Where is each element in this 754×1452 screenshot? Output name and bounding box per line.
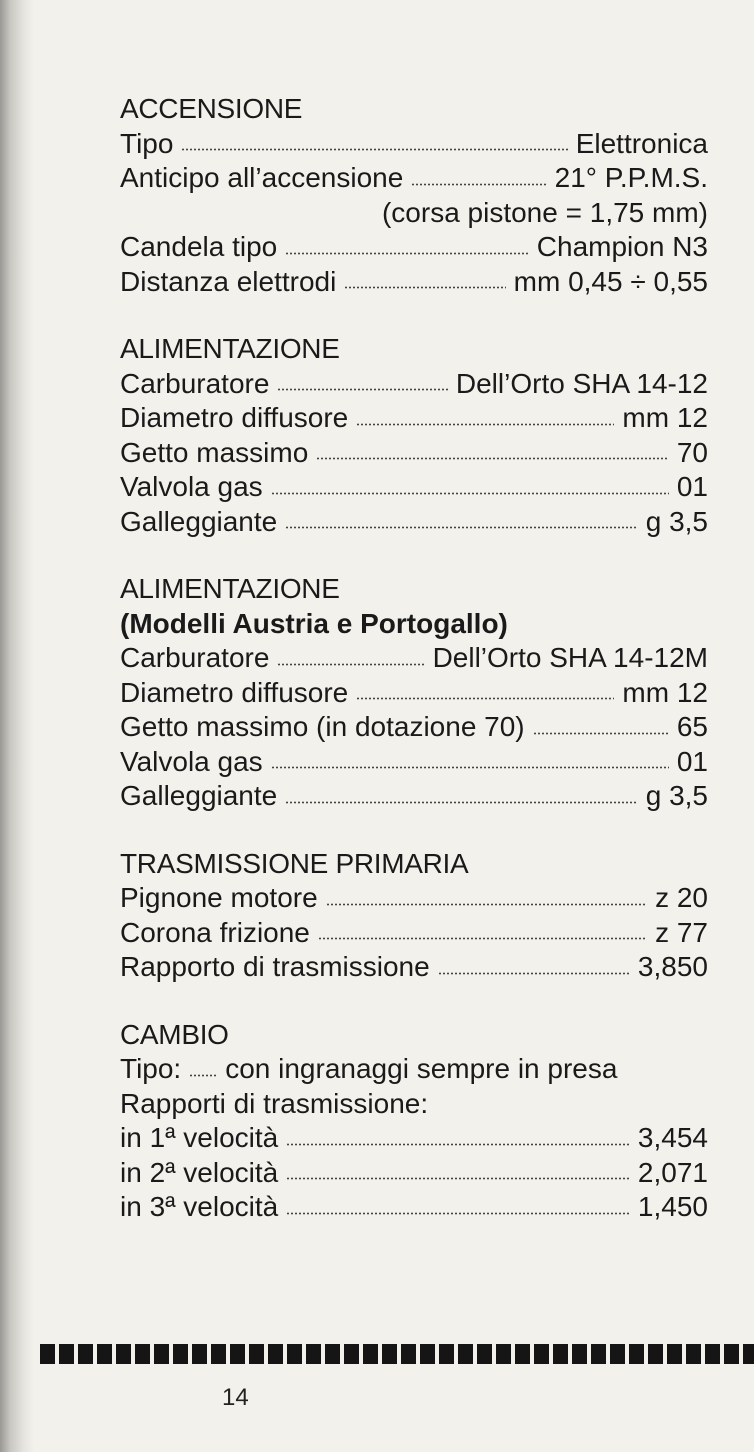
spec-value: z 77 [655,916,708,948]
section-alimentazione [120,332,708,539]
spec-row-carburatore [120,641,708,676]
spec-value: 01 [676,745,708,777]
leader-dots [271,766,669,769]
strip-block [154,1344,169,1364]
strip-block [534,1344,549,1364]
spec-label: Diametro diffusore [120,676,349,708]
spec-value: mm 12 [622,402,708,433]
spec-row-tipo [120,127,708,162]
spec-note [120,196,708,231]
spec-row-valvola [120,470,708,505]
spec-row-gear-2 [120,1156,708,1191]
spec-row-rapporto [120,950,708,985]
page-edge-shadow [0,0,34,1452]
spec-row-pignone [120,881,708,916]
strip-block [724,1344,739,1364]
spec-row-valvola [120,745,708,780]
strip-block [667,1344,682,1364]
section-heading: CAMBIO [120,1018,229,1050]
spec-content [120,92,708,1258]
strip-block [135,1344,150,1364]
spec-row-getto [120,436,708,471]
spec-value: g 3,5 [645,505,708,537]
spec-label: Corona frizione [120,916,310,948]
leader-dots [411,183,546,186]
spec-value: Champion N3 [536,231,708,262]
leader-dots [316,457,669,460]
spec-value: 3,454 [637,1122,708,1153]
spec-label: Getto massimo [120,436,309,468]
spec-row-distanza [120,265,708,300]
strip-block [458,1344,473,1364]
strip-block [401,1344,416,1364]
leader-dots [286,1143,630,1146]
leader-dots [356,697,614,700]
spec-note-text: (corsa pistone = 1,75 mm) [381,196,708,228]
spec-value: 70 [676,436,708,468]
spec-value: 21° P.P.M.S. [554,162,708,193]
spec-label: Tipo: [120,1053,182,1084]
leader-dots [326,903,647,906]
spec-label: Rapporto di trasmissione [120,951,430,982]
section-subheading: (Modelli Austria e Portogallo) [120,607,508,639]
strip-block [268,1344,283,1364]
leader-dots [285,526,637,529]
spec-row-anticipo [120,161,708,196]
strip-block [97,1344,112,1364]
section-trasmissione-primaria [120,847,708,985]
spec-value: 1,450 [637,1191,708,1222]
spec-value: Dell’Orto SHA 14-12M [432,642,708,673]
strip-block [287,1344,302,1364]
leader-dots [286,1212,630,1215]
spec-value: mm 0,45 ÷ 0,55 [513,265,708,297]
spec-label: in 2ª velocità [120,1156,279,1188]
leader-dots [286,1177,630,1180]
section-heading: ACCENSIONE [120,93,303,124]
strip-block [173,1344,188,1364]
strip-block [629,1344,644,1364]
spec-row-diffusore [120,401,708,436]
spec-label: Galleggiante [120,505,278,537]
strip-block [40,1344,55,1364]
spec-row-gear-3 [120,1190,708,1225]
spec-label: Anticipo all’accensione [120,162,404,193]
spec-row-tipo [120,1052,708,1087]
leader-dots [533,732,669,735]
leader-dots [271,492,669,495]
spec-label: Carburatore [120,642,270,673]
leader-dots [438,972,630,975]
leader-dots [277,388,447,391]
spec-label: Carburatore [120,367,270,399]
spec-row-carburatore [120,367,708,402]
spec-row-getto [120,710,708,745]
strip-block [553,1344,568,1364]
spec-row-galleggiante [120,505,708,540]
strip-block [743,1344,754,1364]
strip-block [344,1344,359,1364]
strip-block [648,1344,663,1364]
spec-label: Galleggiante [120,780,278,811]
strip-block [496,1344,511,1364]
strip-block [116,1344,131,1364]
spec-label: Valvola gas [120,471,263,502]
spec-label: in 3ª velocità [120,1191,279,1222]
spec-label: Candela tipo [120,231,278,262]
leader-dots [356,423,614,426]
spec-label: Rapporti di trasmissione: [120,1087,429,1119]
leader-dots [181,148,567,151]
leader-dots [318,937,647,940]
strip-block [610,1344,625,1364]
strip-block [230,1344,245,1364]
strip-block [249,1344,264,1364]
strip-block [363,1344,378,1364]
spec-label: Diametro diffusore [120,402,349,433]
strip-block [705,1344,720,1364]
strip-block [572,1344,587,1364]
section-cambio [120,1018,708,1225]
spec-row-galleggiante [120,779,708,814]
spec-row-diffusore [120,676,708,711]
leader-dots [344,286,505,289]
strip-block [420,1344,435,1364]
spec-value: 01 [676,471,708,502]
section-heading: TRASMISSIONE PRIMARIA [120,847,469,879]
spec-value: Dell’Orto SHA 14-12 [455,367,708,399]
strip-block [59,1344,74,1364]
strip-block [325,1344,340,1364]
spec-label: Getto massimo (in dotazione 70) [120,711,525,742]
leader-dots [285,801,637,804]
spec-value: 2,071 [637,1156,708,1188]
strip-block [439,1344,454,1364]
spec-label: Distanza elettrodi [120,265,337,297]
spec-value: z 20 [655,882,708,913]
leader-dots [285,252,529,255]
spec-value: 3,850 [637,951,708,982]
spec-value: con ingranaggi sempre in presa [225,1053,618,1084]
spec-label: Pignone motore [120,882,318,913]
strip-block [78,1344,93,1364]
spec-label: Valvola gas [120,745,263,777]
spec-row-candela [120,230,708,265]
leader-dots [277,663,424,666]
leader-dots [189,1074,217,1077]
strip-block [306,1344,321,1364]
section-alimentazione-austria-portogallo [120,572,708,814]
strip-block [192,1344,207,1364]
strip-block [591,1344,606,1364]
strip-block [686,1344,701,1364]
strip-block [515,1344,530,1364]
decorative-block-strip [40,1344,754,1364]
spec-value: Elettronica [575,127,708,159]
section-accensione [120,92,708,299]
section-heading: ALIMENTAZIONE [120,333,340,364]
spec-label: in 1ª velocità [120,1122,279,1153]
spec-row-corona [120,916,708,951]
spec-row-rapporti [120,1087,708,1122]
strip-block [382,1344,397,1364]
spec-value: 65 [676,711,708,742]
strip-block [477,1344,492,1364]
section-heading: ALIMENTAZIONE [120,573,340,604]
spec-row-gear-1 [120,1121,708,1156]
page-number: 14 [222,1384,249,1411]
spec-label: Tipo [120,127,174,159]
spec-value: mm 12 [622,676,708,708]
strip-block [211,1344,226,1364]
spec-value: g 3,5 [645,780,708,811]
